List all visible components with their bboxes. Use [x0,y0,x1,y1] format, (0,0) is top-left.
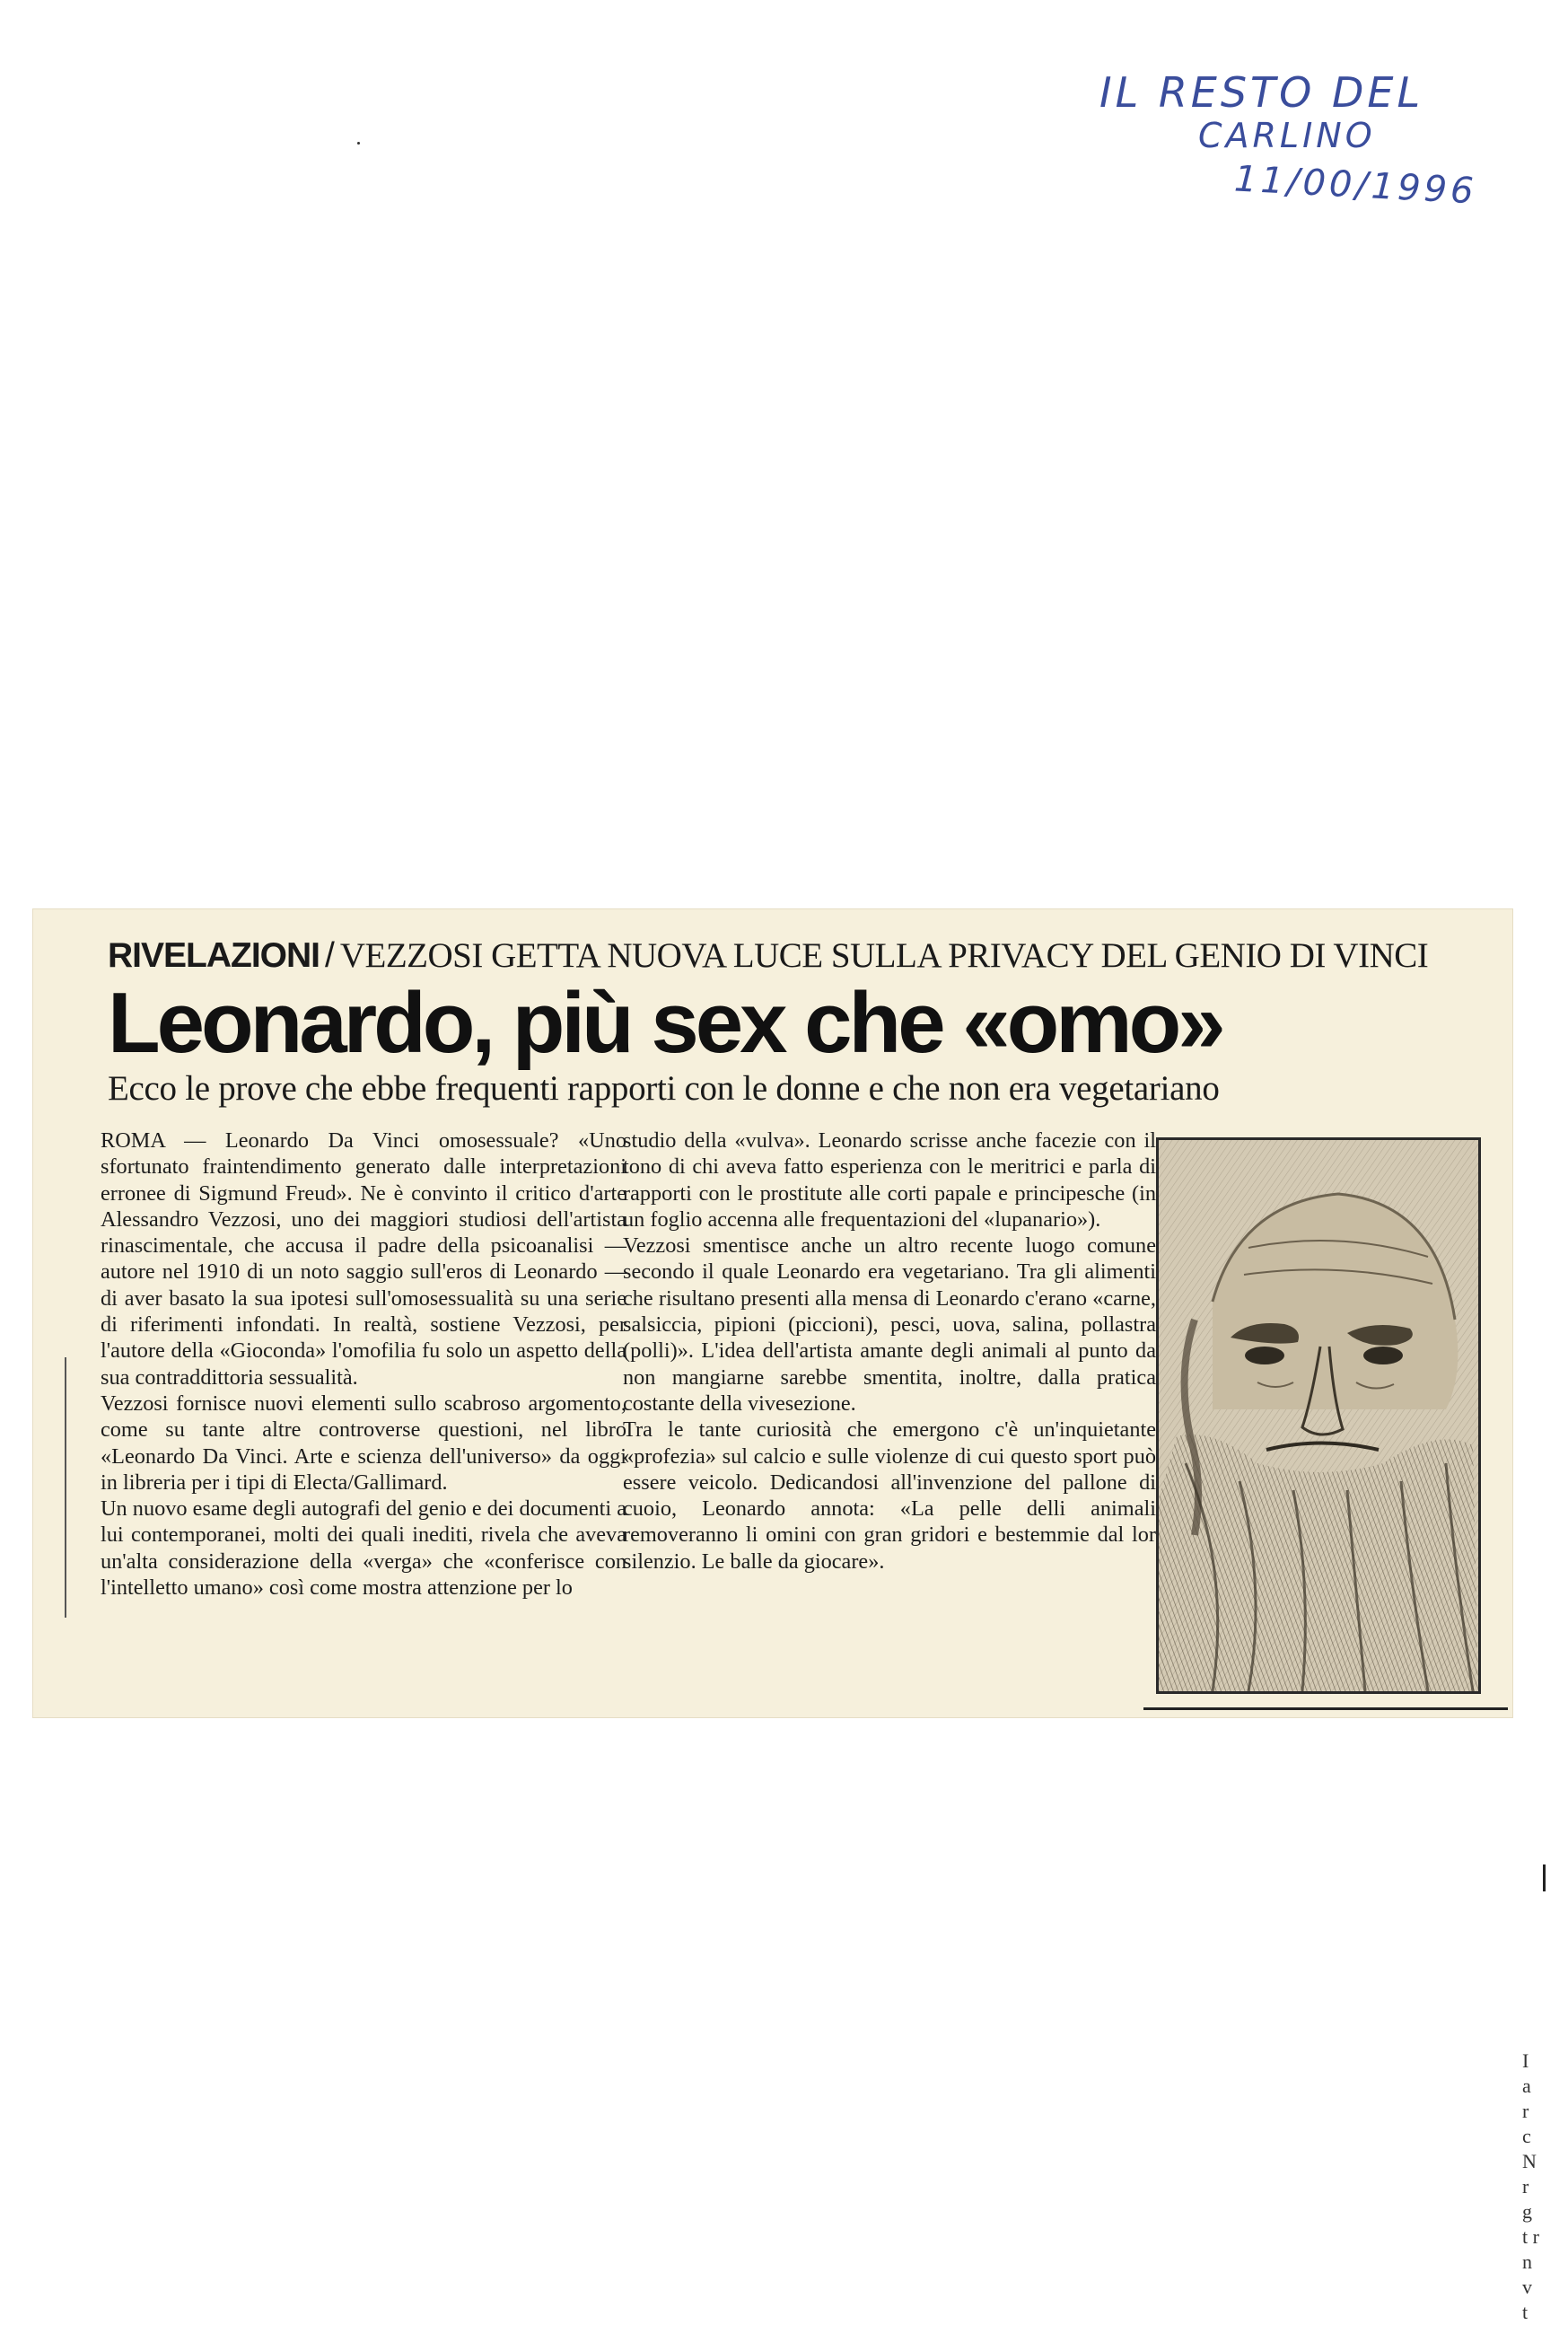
divider [1143,1707,1508,1710]
annotation-newspaper-name: IL RESTO DEL [1099,68,1424,117]
paragraph: Vezzosi fornisce nuovi elementi sullo scabroso argomento, come su tante altre controverse questioni, nel libro «Leonardo Da Vinci. Arte e scienza dell'universo» da oggi in libreria per i tipi di Electa/Gallimard. [101,1391,626,1495]
article-column-1 [101,1127,626,1601]
annotation-date: 11/00/1996 [1233,158,1478,213]
headline: Leonardo, più sex che «omo» [108,975,1222,1071]
divider [1543,1864,1546,1891]
annotation-newspaper-name-2: CARLINO [1198,116,1376,155]
paragraph: ROMA — Leonardo Da Vinci omosessuale? «Uno sfortunato fraintendimento generato dalle interpretazioni erronee di Sigmund Freud». Ne è convinto il critico d'arte Alessandro Vezzosi, uno dei maggiori studiosi dell'artista rinascimentale, che accusa il padre della psicoanalisi — autore nel 1910 di un noto saggio sull'eros di Leonardo — di aver basato la sua ipotesi sull'omosessualità su una serie di riferimenti infondati. In realtà, sostiene Vezzosi, per l'autore della «Gioconda» l'omofilia fu solo un aspetto della sua contraddittoria sessualità. [101,1128,626,1390]
speck [357,142,360,145]
leonardo-portrait-image [1156,1137,1481,1694]
paragraph: Vezzosi smentisce anche un altro recente luogo comune secondo il quale Leonardo era vegetariano. Tra gli alimenti che risultano presenti alla mensa di Leonardo c'erano «carne, salsiccia, pipioni (piccioni), pesci, uova, salina, pollastra (polli)». L'idea dell'artista amante degli animali al punto da non mangiarne sarebbe smentita, inoltre, dalla pratica costante della vivesezione. [623,1233,1156,1416]
kicker-text: VEZZOSI GETTA NUOVA LUCE SULLA PRIVACY DEL GENIO DI VINCI [339,936,1429,975]
paragraph: studio della «vulva». Leonardo scrisse anche facezie con il tono di chi aveva fatto esperienza con le meritrici e parla di rapporti con le prostitute alle corti papale e principesche (in un foglio accenna alle frequentazioni del «lupanario»). [623,1128,1156,1232]
paragraph: Tra le tante curiosità che emergono c'è un'inquietante «profezia» sul calcio e sulle violenze di cui questo sport può essere veicolo. Dedicandosi all'invenzione del pallone di cuoio, Leonardo annota: «La pelle delli animali removeranno li omini con gran gridori e bestemmie dal lor silenzio. Le balle da giocare». [623,1417,1156,1574]
kicker-separator: / [325,936,335,975]
paragraph: Un nuovo esame degli autografi del genio e dei documenti a lui contemporanei, molti dei quali inediti, rivela che aveva un'alta considerazione della «verga» che «conferisce con l'intelletto umano» così come mostra attenzione per lo [101,1496,626,1601]
handwritten-annotation [1099,68,1530,213]
clipped-adjacent-text: I a r c N r g t r n v t [1522,2049,1539,2323]
kicker-label: RIVELAZIONI [108,936,320,975]
subheadline: Ecco le prove che ebbe frequenti rapporti con le donne e che non era vegetariano [108,1069,1220,1108]
article-column-2 [623,1127,1156,1575]
divider [65,1357,66,1618]
kicker [108,935,1508,976]
newspaper-clipping [32,908,1539,2323]
